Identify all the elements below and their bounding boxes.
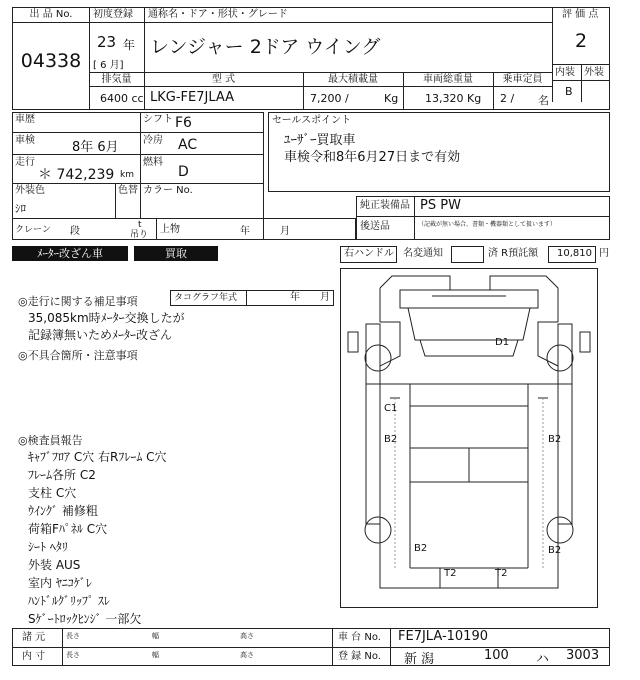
top-month-box [264,218,356,240]
tacho-label: タコグラフ年式 [174,293,238,303]
shift-value: F6 [175,115,192,131]
color-no-label: カラー No. [143,185,193,196]
name-change-box [451,246,484,263]
buyback-tag: 買取 [134,246,218,261]
tacho-year: 年 [290,292,300,303]
type-label: 型 式 [211,74,236,85]
mark-cab-floor: D1 [495,337,510,348]
model-label: 通称名・ドア・形状・グレード [148,9,288,20]
length-label: 長さ [66,651,80,659]
meter-tampered-tag: ﾒｰﾀｰ改ざん車 [12,246,128,261]
steering-value: 右ハンドル [344,248,394,259]
mileage-label: 走行 [15,157,35,168]
mark-right-rear: B2 [548,545,562,556]
name-change-label: 名変通知 [403,248,443,259]
report-line: ｷｬﾌﾞﾌﾛｱ C穴 右Rﾌﾚｰﾑ C穴 [28,450,167,464]
report-line: 支柱 C穴 [28,486,77,500]
reg-class: 100 [484,648,509,663]
reg-kana: ハ [536,652,550,667]
report-line: ﾊﾝﾄﾞﾙｸﾞﾘｯﾌﾟ ｽﾚ [28,594,110,608]
crane-ton: t [138,220,142,230]
chassis-label: 車 台 No. [338,632,381,643]
lot-label: 出 品 No. [29,9,73,20]
sales-line-2: 車検令和8年6月27日まで有効 [284,150,461,165]
width-label: 幅 [152,651,159,659]
inspection-value: 8年 6月 [72,140,119,155]
width-label: 幅 [152,632,159,640]
first-reg-month: [ 6 月] [93,60,124,71]
retrofit-label: 後送品 [360,221,390,232]
max-load-label: 最大積載量 [328,74,378,85]
ac-value: AC [178,137,198,153]
height-label: 高さ [240,632,254,640]
retrofit-note: （記載が無い場合、書類・機器類として扱います） [418,221,557,228]
first-reg-year-unit: 年 [123,38,136,52]
gross-weight: 13,320 Kg [425,92,482,105]
top-label: 上物 [160,224,180,235]
mark-left-mid: B2 [384,434,398,445]
mileage-value: ＊ 742,239 [38,167,115,183]
report-line: ﾌﾚｰﾑ各所 C2 [28,468,96,482]
lot-number: 04338 [20,50,82,72]
capacity-label: 乗車定員 [502,74,543,85]
report-line: 室内 ﾔﾆｺｹﾞﾚ [28,576,92,590]
sales-line-1: ﾕｰｻﾞｰ買取車 [284,133,356,148]
equipment-value: PS PW [420,198,461,213]
mark-rear-right: T2 [495,568,508,579]
mark-left-front: C1 [384,403,398,414]
supplement-line-2: 記録簿無いためﾒｰﾀｰ改ざん [28,328,173,342]
mark-rear-left: T2 [444,568,457,579]
type-code: LKG-FE7JLAA [150,90,235,105]
displacement-label: 排気量 [101,74,132,85]
overall-grade: 2 [574,30,588,52]
max-load: 7,200 / [310,92,349,105]
ac-label: 冷房 [143,135,163,146]
chassis-number: FE7JLA-10190 [398,629,488,644]
inspector-label: ◎検査員報告 [18,434,83,447]
reg-number: 3003 [566,648,600,663]
length-label: 長さ [66,632,80,640]
first-reg-label: 初度登録 [93,9,133,20]
reg-region: 新 潟 [404,652,435,667]
grade-label: 評 価 点 [562,9,599,20]
mark-left-rear: B2 [414,543,428,554]
gross-weight-label: 車両総重量 [423,74,473,85]
max-load-unit: Kg [384,92,399,105]
supplement-label: ◎走行に関する補足事項 [18,295,138,308]
fuel-value: D [178,164,189,180]
mark-right-mid: B2 [548,434,562,445]
interior-label: 内装 [555,67,575,78]
ext-color-value: ｼﾛ [15,202,26,215]
ext-color-label: 外装色 [15,185,45,196]
crane-label: クレーン [15,225,51,235]
crane-hang: 吊り [130,230,149,240]
report-line: ｳｲﾝｸﾞ 補修粗 [28,504,98,518]
color-change-label: 色替 [118,185,138,196]
first-reg-year: 23 [97,33,117,51]
sales-point-label: セールスポイント [272,115,352,126]
recycle-unit: 円 [599,248,609,259]
capacity-unit: 名 [538,94,549,107]
exterior-label: 外装 [584,67,604,78]
shift-label: シフト [143,114,173,125]
recycle-fee: 10,810 [557,248,592,259]
report-line: 外装 AUS [28,558,81,572]
report-line: Sｹﾞｰﾄﾛｯｸﾋﾝｼﾞ 一部欠 [28,612,142,626]
equipment-label: 純正装備品 [360,200,410,211]
footer-dims-label: 内 寸 [22,651,46,662]
history-label: 車歴 [15,114,35,125]
displacement: 6400 cc [100,92,144,105]
model-name: レンジャー 2ドア ウイング [150,36,381,58]
interior-grade: B [565,85,573,98]
mileage-unit: km [120,170,134,180]
fuel-label: 燃料 [143,157,163,168]
footer-specs-label: 諸 元 [22,632,46,643]
crane-stage: 段 [70,226,80,237]
report-line: ｼｰﾄ ﾍﾀﾘ [28,540,68,554]
tacho-month: 月 [320,292,330,303]
height-label: 高さ [240,651,254,659]
capacity: 2 / [500,92,515,105]
defects-label: ◎不具合箇所・注意事項 [18,349,138,362]
inspection-label: 車検 [15,135,35,146]
top-month: 月 [280,226,290,237]
reg-label: 登 録 No. [338,651,381,662]
report-line: 荷箱Fﾊﾟﾈﾙ C穴 [28,522,108,536]
supplement-line-1: 35,085km時ﾒｰﾀｰ交換したが [28,311,185,325]
top-year: 年 [240,226,250,237]
tax-label: 済 R預託額 [488,248,539,259]
